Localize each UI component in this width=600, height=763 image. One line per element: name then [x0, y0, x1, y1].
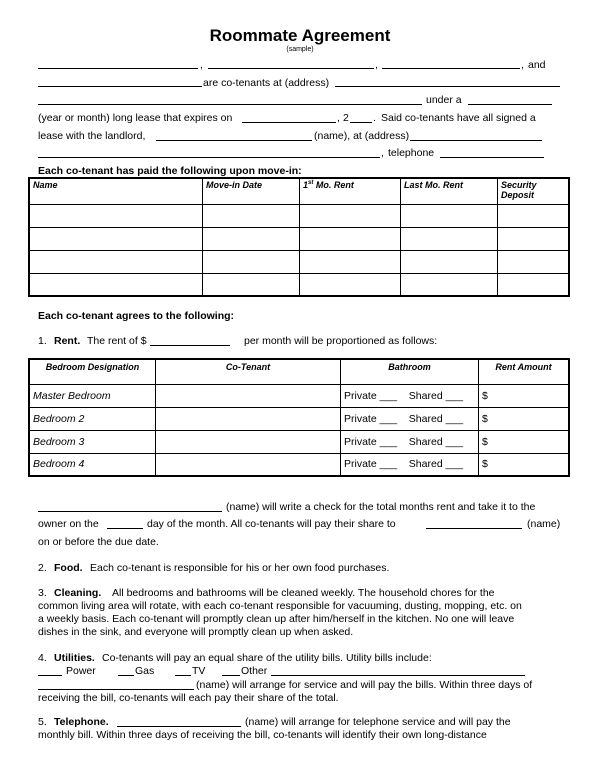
rent-num: 1. — [38, 335, 47, 347]
bedroom-table — [28, 358, 570, 477]
col-bathroom: Bathroom — [341, 359, 479, 384]
bedroom-label: Bedroom 2 — [29, 407, 156, 430]
check-name: (name) — [527, 518, 561, 530]
utility-power: Power — [66, 665, 96, 677]
bathroom-cell[interactable]: Private ___ Shared ___ — [341, 384, 479, 407]
cleaning-line1: All bedrooms and bathrooms will be cleaned weekly. The household chores for the — [112, 587, 495, 599]
bedroom-row — [29, 384, 569, 407]
telephone-num: 5. — [38, 716, 47, 728]
agrees-heading: Each co-tenant agrees to the following: — [38, 310, 235, 322]
other-check-blank[interactable] — [222, 675, 240, 676]
landlord-name-blank[interactable] — [156, 140, 312, 141]
landlord-address-blank-2[interactable] — [38, 157, 380, 158]
utility-gas: Gas — [135, 665, 155, 677]
check-text-a: (name) will write a check for the total months rent and take it to the — [226, 501, 536, 513]
intro-signed-lease: Said co-tenants have all signed a — [381, 112, 536, 124]
movein-row[interactable] — [29, 250, 569, 273]
telephone-name-blank[interactable] — [117, 726, 241, 727]
rent-text-b: per month will be proportioned as follows: — [244, 335, 438, 347]
bedroom-row — [29, 453, 569, 476]
power-check-blank[interactable] — [38, 675, 62, 676]
intro-and: and — [528, 59, 546, 71]
telephone-line1: (name) will arrange for telephone service and will pay the — [245, 716, 511, 728]
bedroom-row — [29, 430, 569, 453]
cleaning-line3: a weekly basis. Each co-tenant will promptly clean up after him/herself in the kitchen. No one will leave — [38, 613, 515, 625]
bedroom-label: Master Bedroom — [29, 384, 156, 407]
co-tenant-cell[interactable] — [156, 430, 341, 453]
check-text-c: day of the month. All co-tenants will pay their share to — [147, 518, 396, 530]
food-num: 2. — [38, 562, 47, 574]
movein-row[interactable] — [29, 204, 569, 227]
bathroom-cell[interactable]: Private ___ Shared ___ — [341, 453, 479, 476]
co-tenant-2-blank[interactable] — [208, 68, 374, 69]
bedroom-label: Bedroom 4 — [29, 453, 156, 476]
co-tenant-3-blank[interactable] — [382, 68, 520, 69]
intro-lease-expires: (year or month) long lease that expires on — [38, 112, 233, 124]
rent-amount-cell[interactable]: $ — [479, 407, 570, 430]
bathroom-cell[interactable]: Private ___ Shared ___ — [341, 430, 479, 453]
expiry-date-blank[interactable] — [242, 122, 336, 123]
cleaning-line4: dishes in the sink, and everyone will promptly clean up when asked. — [38, 626, 354, 638]
col-first-rent: 1st Mo. Rent — [300, 178, 401, 204]
page-title: Roommate Agreement — [209, 26, 391, 45]
co-tenant-4-blank[interactable] — [38, 86, 202, 87]
rent-label: Rent. — [54, 335, 81, 347]
bedroom-row — [29, 407, 569, 430]
intro-landlord: lease with the landlord, — [38, 130, 146, 142]
movein-row[interactable] — [29, 273, 569, 296]
utilities-num: 4. — [38, 652, 47, 664]
utilities-line1: Co-tenants will pay an equal share of the utility bills. Utility bills include: — [102, 652, 432, 664]
rent-amount-cell[interactable]: $ — [479, 430, 570, 453]
address-blank-1[interactable] — [335, 86, 560, 87]
col-bedroom-designation: Bedroom Designation — [29, 359, 156, 384]
food-text: Each co-tenant is responsible for his or her own food purchases. — [90, 562, 390, 574]
bedroom-label: Bedroom 3 — [29, 430, 156, 453]
utilities-line3: (name) will arrange for service and will pay the bills. Within three days of — [196, 679, 533, 691]
year-prefix: 2 — [343, 112, 349, 124]
lease-term-blank[interactable] — [468, 104, 552, 105]
col-co-tenant: Co-Tenant — [156, 359, 341, 384]
other-utility-blank[interactable] — [271, 675, 525, 676]
telephone-line2: monthly bill. Within three days of receiving the bill, co-tenants will identify their own long-distance — [38, 729, 487, 741]
telephone-label: Telephone. — [54, 716, 109, 728]
co-tenant-cell[interactable] — [156, 407, 341, 430]
col-security-deposit: Security Deposit — [498, 178, 570, 204]
rent-amount-cell[interactable]: $ — [479, 384, 570, 407]
intro-under-a: under a — [426, 94, 462, 106]
movein-row[interactable] — [29, 227, 569, 250]
food-label: Food. — [54, 562, 83, 574]
rent-amount-blank[interactable] — [150, 345, 230, 346]
check-due-date: on or before the due date. — [38, 536, 159, 548]
co-tenant-cell[interactable] — [156, 453, 341, 476]
cleaning-line2: common living area will rotate, with each co-tenant responsible for vacuuming, dusting, mopping, etc. on — [38, 600, 522, 612]
bathroom-cell[interactable]: Private ___ Shared ___ — [341, 407, 479, 430]
pay-to-blank[interactable] — [426, 528, 522, 529]
rent-amount-cell[interactable]: $ — [479, 453, 570, 476]
check-writer-blank[interactable] — [38, 511, 222, 512]
expiry-year-blank[interactable] — [350, 122, 372, 123]
intro-cotenants-text: are co-tenants at (address) — [203, 77, 330, 89]
cleaning-num: 3. — [38, 587, 47, 599]
tv-check-blank[interactable] — [175, 675, 191, 676]
utilities-label: Utilities. — [54, 652, 95, 664]
check-owner-on: owner on the — [38, 518, 99, 530]
page-subtitle: (sample) — [286, 46, 314, 53]
address-blank-2[interactable] — [38, 104, 422, 105]
col-movein-date: Move-in Date — [203, 178, 300, 204]
intro-name-address: (name), at (address) — [314, 130, 410, 142]
cleaning-label: Cleaning. — [54, 587, 102, 599]
intro-telephone: telephone — [388, 147, 435, 159]
col-rent-amount: Rent Amount — [479, 359, 570, 384]
utility-tv: TV — [192, 665, 206, 677]
movein-heading: Each co-tenant has paid the following upon move-in: — [38, 165, 302, 177]
utilities-line4: receiving the bill, co-tenants will each pay their share of the total. — [38, 692, 339, 704]
due-day-blank[interactable] — [107, 528, 143, 529]
landlord-phone-blank[interactable] — [440, 157, 544, 158]
rent-text-a: The rent of $ — [87, 335, 147, 347]
col-name: Name — [29, 178, 203, 204]
movein-table — [28, 177, 570, 297]
utility-other: Other — [241, 665, 268, 677]
gas-check-blank[interactable] — [118, 675, 134, 676]
co-tenant-1-blank[interactable] — [38, 68, 198, 69]
col-last-rent: Last Mo. Rent — [401, 178, 498, 204]
landlord-address-blank[interactable] — [410, 140, 542, 141]
co-tenant-cell[interactable] — [156, 384, 341, 407]
utilities-name-blank[interactable] — [38, 689, 194, 690]
